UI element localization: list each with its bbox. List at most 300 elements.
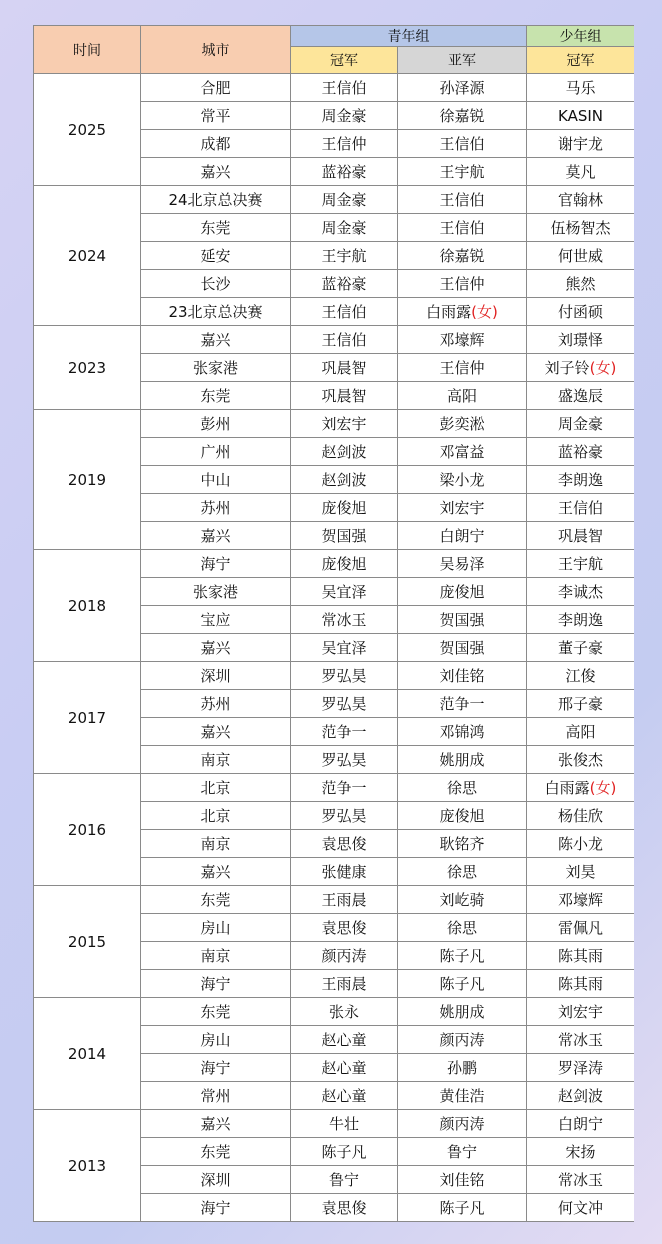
youth-runner-up-cell: [398, 578, 527, 606]
junior-champion-cell: [527, 326, 635, 354]
player-name: 官翰林: [557, 191, 603, 209]
player-name: 合肥: [200, 79, 231, 97]
player-name: 鲁宁: [328, 1171, 359, 1189]
player-name: 颜丙涛: [321, 947, 367, 965]
youth-runner-up-cell: [398, 1054, 527, 1082]
player-name: 深圳: [200, 667, 231, 685]
player-name: 嘉兴: [200, 163, 231, 181]
youth-champion-cell: [291, 802, 398, 830]
player-name: 庞俊旭: [439, 807, 485, 825]
player-name: 邓壕辉: [439, 331, 485, 349]
youth-runner-up-cell: [398, 886, 527, 914]
youth-champion-cell: [291, 438, 398, 466]
youth-champion-cell: [291, 914, 398, 942]
city-cell: [141, 466, 291, 494]
player-name: 23北京总决赛: [168, 303, 263, 321]
player-name: 王宇航: [557, 555, 603, 573]
player-name: 庞俊旭: [321, 555, 367, 573]
youth-champion-cell: [291, 494, 398, 522]
year-cell: 2017: [34, 662, 141, 774]
city-cell: [141, 242, 291, 270]
junior-champion-cell: [527, 382, 635, 410]
youth-runner-up-cell: [398, 410, 527, 438]
player-name: 张永: [328, 1003, 359, 1021]
player-name: 南京: [200, 947, 231, 965]
youth-runner-up-cell: [398, 746, 527, 774]
city-cell: [141, 774, 291, 802]
youth-champion-cell: [291, 1082, 398, 1110]
player-name: 王宇航: [439, 163, 485, 181]
player-name: 邓壕辉: [557, 891, 603, 909]
player-name: 周金豪: [321, 107, 367, 125]
youth-runner-up-cell: [398, 298, 527, 326]
youth-champion-cell: [291, 158, 398, 186]
player-name: 罗弘昊: [321, 667, 367, 685]
player-name: 范争一: [321, 779, 367, 797]
youth-runner-up-cell: [398, 830, 527, 858]
junior-champion-cell: [527, 1138, 635, 1166]
player-name: 刘子铃: [544, 359, 590, 377]
player-name: 王信仲: [321, 135, 367, 153]
youth-runner-up-cell: [398, 1026, 527, 1054]
city-cell: [141, 270, 291, 298]
junior-champion-cell: [527, 970, 635, 998]
junior-champion-cell: [527, 746, 635, 774]
youth-runner-up-cell: [398, 634, 527, 662]
results-sheet: [33, 25, 634, 1222]
player-name: 王信伯: [439, 135, 485, 153]
player-name: 巩晨智: [321, 359, 367, 377]
player-name: 南京: [200, 835, 231, 853]
player-name: 蓝裕豪: [321, 275, 367, 293]
player-name: 蓝裕豪: [321, 163, 367, 181]
player-name: 海宁: [200, 975, 231, 993]
player-name: 周金豪: [321, 191, 367, 209]
player-name: 赵心童: [321, 1031, 367, 1049]
city-cell: [141, 662, 291, 690]
youth-champion-cell: [291, 1110, 398, 1138]
player-name: 耿铭齐: [439, 835, 485, 853]
youth-champion-cell: [291, 214, 398, 242]
youth-runner-up-cell: [398, 438, 527, 466]
player-name: 南京: [200, 751, 231, 769]
junior-champion-cell: [527, 690, 635, 718]
youth-runner-up-cell: [398, 186, 527, 214]
junior-champion-cell: [527, 802, 635, 830]
player-name: 东莞: [200, 891, 231, 909]
player-name: 王信伯: [557, 499, 603, 517]
player-name: 谢宇龙: [557, 135, 603, 153]
city-cell: [141, 74, 291, 102]
junior-champion-cell: [527, 130, 635, 158]
junior-champion-cell: [527, 606, 635, 634]
city-cell: [141, 858, 291, 886]
city-cell: [141, 102, 291, 130]
year-cell: 2025: [34, 74, 141, 186]
results-table: [33, 25, 634, 1222]
youth-runner-up-cell: [398, 102, 527, 130]
header-youth-runner-up: 亚军: [398, 47, 527, 74]
player-name: 海宁: [200, 555, 231, 573]
youth-champion-cell: [291, 1166, 398, 1194]
youth-champion-cell: [291, 382, 398, 410]
player-name: 陈其雨: [557, 947, 603, 965]
youth-runner-up-cell: [398, 942, 527, 970]
youth-runner-up-cell: [398, 354, 527, 382]
table-row: [34, 1110, 635, 1138]
junior-champion-cell: [527, 410, 635, 438]
youth-runner-up-cell: [398, 1166, 527, 1194]
player-name: 鲁宁: [446, 1143, 477, 1161]
player-name: 赵心童: [321, 1059, 367, 1077]
youth-champion-cell: [291, 774, 398, 802]
youth-champion-cell: [291, 186, 398, 214]
table-row: [34, 662, 635, 690]
table-row: [34, 410, 635, 438]
youth-runner-up-cell: [398, 130, 527, 158]
junior-champion-cell: [527, 466, 635, 494]
player-name: 贺国强: [439, 611, 485, 629]
city-cell: [141, 578, 291, 606]
player-name: 嘉兴: [200, 723, 231, 741]
year-cell: 2018: [34, 550, 141, 662]
player-name: 莫凡: [565, 163, 596, 181]
player-name: 刘屹骑: [439, 891, 485, 909]
youth-runner-up-cell: [398, 270, 527, 298]
player-name: 北京: [200, 807, 231, 825]
player-name: 王信伯: [439, 219, 485, 237]
player-name: 刘宏宇: [439, 499, 485, 517]
player-name: 彭州: [200, 415, 231, 433]
player-name: 常冰玉: [321, 611, 367, 629]
youth-champion-cell: [291, 998, 398, 1026]
junior-champion-cell: [527, 242, 635, 270]
city-cell: [141, 326, 291, 354]
player-name: 罗弘昊: [321, 695, 367, 713]
year-cell: 2019: [34, 410, 141, 550]
junior-champion-cell: [527, 774, 635, 802]
player-name: 袁思俊: [321, 919, 367, 937]
player-name: 伍杨智杰: [550, 219, 611, 237]
city-cell: [141, 186, 291, 214]
city-cell: [141, 1110, 291, 1138]
player-name: 高阳: [446, 387, 477, 405]
player-name: 陈其雨: [557, 975, 603, 993]
junior-champion-cell: [527, 1082, 635, 1110]
youth-champion-cell: [291, 410, 398, 438]
female-marker: (女): [589, 359, 617, 377]
junior-champion-cell: [527, 550, 635, 578]
player-name: 东莞: [200, 1003, 231, 1021]
player-name: 邓富益: [439, 443, 485, 461]
player-name: 陈子凡: [439, 1199, 485, 1217]
player-name: 海宁: [200, 1059, 231, 1077]
junior-champion-cell: [527, 998, 635, 1026]
player-name: 陈子凡: [439, 975, 485, 993]
player-name: 周金豪: [557, 415, 603, 433]
youth-champion-cell: [291, 550, 398, 578]
player-name: 贺国强: [321, 527, 367, 545]
player-name: 姚朋成: [439, 751, 485, 769]
player-name: 延安: [200, 247, 231, 265]
player-name: 刘佳铭: [439, 667, 485, 685]
junior-champion-cell: [527, 578, 635, 606]
city-cell: [141, 298, 291, 326]
city-cell: [141, 718, 291, 746]
player-name: 李诚杰: [557, 583, 603, 601]
youth-runner-up-cell: [398, 1138, 527, 1166]
city-cell: [141, 914, 291, 942]
table-row: [34, 886, 635, 914]
player-name: 成都: [200, 135, 231, 153]
player-name: 周金豪: [321, 219, 367, 237]
youth-champion-cell: [291, 970, 398, 998]
header-junior-champion: 冠军: [527, 47, 635, 74]
junior-champion-cell: [527, 634, 635, 662]
player-name: 广州: [200, 443, 231, 461]
player-name: 白雨露: [544, 779, 590, 797]
player-name: 颜丙涛: [439, 1031, 485, 1049]
player-name: 赵剑波: [557, 1087, 603, 1105]
player-name: 巩晨智: [557, 527, 603, 545]
city-cell: [141, 158, 291, 186]
youth-champion-cell: [291, 354, 398, 382]
city-cell: [141, 1054, 291, 1082]
player-name: KASIN: [558, 106, 603, 125]
table-row: [34, 774, 635, 802]
youth-runner-up-cell: [398, 382, 527, 410]
city-cell: [141, 522, 291, 550]
player-name: 徐嘉锐: [439, 247, 485, 265]
youth-runner-up-cell: [398, 606, 527, 634]
youth-champion-cell: [291, 746, 398, 774]
junior-champion-cell: [527, 662, 635, 690]
youth-champion-cell: [291, 74, 398, 102]
header-youth-champion: 冠军: [291, 47, 398, 74]
player-name: 刘佳铭: [439, 1171, 485, 1189]
youth-runner-up-cell: [398, 858, 527, 886]
youth-runner-up-cell: [398, 550, 527, 578]
player-name: 巩晨智: [321, 387, 367, 405]
city-cell: [141, 494, 291, 522]
youth-champion-cell: [291, 662, 398, 690]
player-name: 房山: [200, 919, 231, 937]
player-name: 房山: [200, 1031, 231, 1049]
junior-champion-cell: [527, 886, 635, 914]
junior-champion-cell: [527, 718, 635, 746]
player-name: 罗弘昊: [321, 751, 367, 769]
youth-runner-up-cell: [398, 914, 527, 942]
youth-champion-cell: [291, 830, 398, 858]
year-cell: 2015: [34, 886, 141, 998]
youth-runner-up-cell: [398, 998, 527, 1026]
player-name: 赵剑波: [321, 443, 367, 461]
player-name: 刘昊: [565, 863, 596, 881]
player-name: 陈子凡: [321, 1143, 367, 1161]
city-cell: [141, 382, 291, 410]
player-name: 范争一: [321, 723, 367, 741]
results-body: [34, 74, 635, 1222]
junior-champion-cell: [527, 942, 635, 970]
junior-champion-cell: [527, 1026, 635, 1054]
youth-champion-cell: [291, 718, 398, 746]
player-name: 中山: [200, 471, 231, 489]
player-name: 庞俊旭: [321, 499, 367, 517]
player-name: 贺国强: [439, 639, 485, 657]
youth-runner-up-cell: [398, 718, 527, 746]
player-name: 徐思: [446, 863, 477, 881]
player-name: 刘宏宇: [321, 415, 367, 433]
player-name: 赵心童: [321, 1087, 367, 1105]
player-name: 嘉兴: [200, 1115, 231, 1133]
player-name: 张健康: [321, 863, 367, 881]
junior-champion-cell: [527, 298, 635, 326]
player-name: 何文冲: [557, 1199, 603, 1217]
player-name: 刘宏宇: [557, 1003, 603, 1021]
youth-runner-up-cell: [398, 522, 527, 550]
year-cell: 2013: [34, 1110, 141, 1222]
youth-champion-cell: [291, 1194, 398, 1222]
player-name: 李朗逸: [557, 611, 603, 629]
year-cell: 2023: [34, 326, 141, 410]
player-name: 白朗宁: [557, 1115, 603, 1133]
youth-champion-cell: [291, 1054, 398, 1082]
junior-champion-cell: [527, 214, 635, 242]
youth-champion-cell: [291, 1026, 398, 1054]
player-name: 赵剑波: [321, 471, 367, 489]
city-cell: [141, 1138, 291, 1166]
youth-champion-cell: [291, 886, 398, 914]
table-row: [34, 998, 635, 1026]
player-name: 杨佳欣: [557, 807, 603, 825]
junior-champion-cell: [527, 74, 635, 102]
city-cell: [141, 998, 291, 1026]
table-row: [34, 74, 635, 102]
youth-champion-cell: [291, 634, 398, 662]
player-name: 徐嘉锐: [439, 107, 485, 125]
player-name: 张家港: [192, 359, 238, 377]
player-name: 姚朋成: [439, 1003, 485, 1021]
junior-champion-cell: [527, 1054, 635, 1082]
player-name: 东莞: [200, 1143, 231, 1161]
junior-champion-cell: [527, 1110, 635, 1138]
player-name: 董子豪: [557, 639, 603, 657]
player-name: 24北京总决赛: [168, 191, 263, 209]
year-cell: 2024: [34, 186, 141, 326]
youth-runner-up-cell: [398, 774, 527, 802]
player-name: 高阳: [565, 723, 596, 741]
junior-champion-cell: [527, 858, 635, 886]
youth-champion-cell: [291, 522, 398, 550]
female-marker: (女): [589, 779, 617, 797]
youth-runner-up-cell: [398, 494, 527, 522]
table-row: [34, 550, 635, 578]
player-name: 黄佳浩: [439, 1087, 485, 1105]
youth-runner-up-cell: [398, 1110, 527, 1138]
junior-champion-cell: [527, 270, 635, 298]
city-cell: [141, 1194, 291, 1222]
youth-champion-cell: [291, 298, 398, 326]
youth-runner-up-cell: [398, 466, 527, 494]
player-name: 常平: [200, 107, 231, 125]
player-name: 王雨晨: [321, 891, 367, 909]
city-cell: [141, 970, 291, 998]
junior-champion-cell: [527, 354, 635, 382]
player-name: 白雨露: [426, 303, 472, 321]
player-name: 孙泽源: [439, 79, 485, 97]
player-name: 范争一: [439, 695, 485, 713]
player-name: 罗泽涛: [557, 1059, 603, 1077]
player-name: 袁思俊: [321, 835, 367, 853]
player-name: 吴宜泽: [321, 639, 367, 657]
youth-runner-up-cell: [398, 662, 527, 690]
city-cell: [141, 690, 291, 718]
youth-champion-cell: [291, 326, 398, 354]
player-name: 陈小龙: [557, 835, 603, 853]
city-cell: [141, 550, 291, 578]
youth-runner-up-cell: [398, 74, 527, 102]
youth-champion-cell: [291, 858, 398, 886]
junior-champion-cell: [527, 1194, 635, 1222]
player-name: 何世威: [557, 247, 603, 265]
city-cell: [141, 410, 291, 438]
player-name: 陈子凡: [439, 947, 485, 965]
player-name: 常冰玉: [557, 1171, 603, 1189]
youth-runner-up-cell: [398, 1082, 527, 1110]
city-cell: [141, 886, 291, 914]
player-name: 刘璟怿: [557, 331, 603, 349]
city-cell: [141, 606, 291, 634]
player-name: 王雨晨: [321, 975, 367, 993]
junior-champion-cell: [527, 1166, 635, 1194]
player-name: 北京: [200, 779, 231, 797]
junior-champion-cell: [527, 914, 635, 942]
player-name: 王信伯: [321, 331, 367, 349]
header-city: 城市: [141, 26, 291, 74]
junior-champion-cell: [527, 438, 635, 466]
player-name: 王信仲: [439, 359, 485, 377]
player-name: 牛壮: [328, 1115, 359, 1133]
player-name: 常冰玉: [557, 1031, 603, 1049]
youth-runner-up-cell: [398, 1194, 527, 1222]
player-name: 雷佩凡: [557, 919, 603, 937]
youth-runner-up-cell: [398, 326, 527, 354]
player-name: 蓝裕豪: [557, 443, 603, 461]
city-cell: [141, 746, 291, 774]
city-cell: [141, 942, 291, 970]
junior-champion-cell: [527, 522, 635, 550]
youth-runner-up-cell: [398, 802, 527, 830]
player-name: 李朗逸: [557, 471, 603, 489]
city-cell: [141, 634, 291, 662]
city-cell: [141, 214, 291, 242]
city-cell: [141, 438, 291, 466]
city-cell: [141, 1026, 291, 1054]
player-name: 王信伯: [321, 303, 367, 321]
player-name: 王信伯: [439, 191, 485, 209]
player-name: 邓锦鸿: [439, 723, 485, 741]
player-name: 梁小龙: [439, 471, 485, 489]
youth-champion-cell: [291, 466, 398, 494]
player-name: 海宁: [200, 1199, 231, 1217]
player-name: 苏州: [200, 499, 231, 517]
player-name: 宋扬: [565, 1143, 596, 1161]
table-row: [34, 326, 635, 354]
youth-champion-cell: [291, 270, 398, 298]
youth-champion-cell: [291, 690, 398, 718]
junior-champion-cell: [527, 830, 635, 858]
youth-runner-up-cell: [398, 214, 527, 242]
